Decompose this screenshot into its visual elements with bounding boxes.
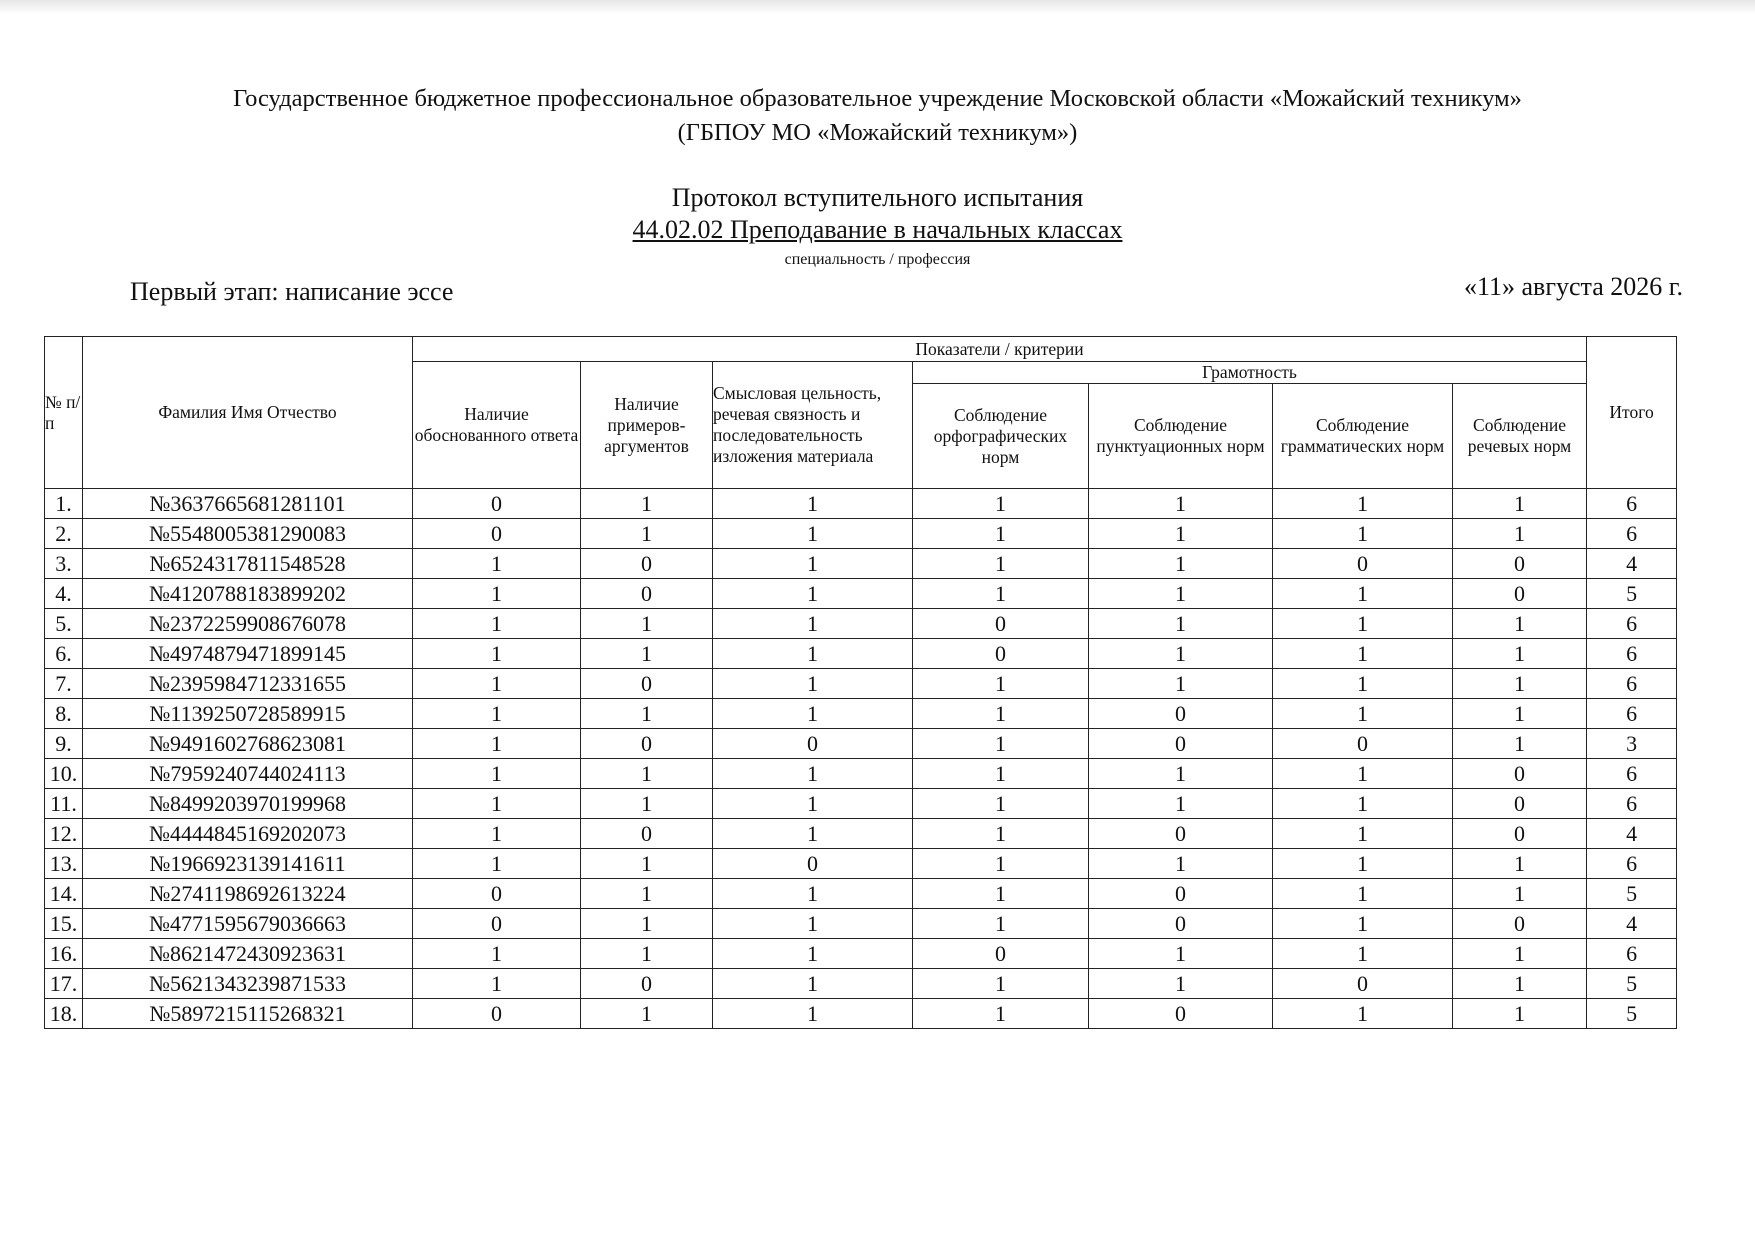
institution-short-name: (ГБПОУ МО «Можайский техникум»): [677, 119, 1078, 146]
score-cell: 0: [913, 609, 1089, 639]
score-cell: 1: [413, 939, 581, 969]
total-cell: 6: [1587, 789, 1677, 819]
row-number: 1.: [45, 489, 83, 519]
table-row: [45, 819, 1677, 849]
score-cell: 1: [581, 639, 713, 669]
score-cell: 1: [713, 789, 913, 819]
score-cell: 0: [1453, 759, 1587, 789]
score-cell: 1: [413, 549, 581, 579]
score-cell: 1: [913, 489, 1089, 519]
score-cell: 1: [913, 549, 1089, 579]
score-cell: 1: [1089, 549, 1273, 579]
score-cell: 1: [913, 879, 1089, 909]
score-cell: 0: [1453, 549, 1587, 579]
score-cell: 1: [713, 669, 913, 699]
applicant-id: №5621343239871533: [83, 969, 413, 999]
col-header-punctuation: Соблюдение пунктуационных норм: [1089, 384, 1273, 489]
score-cell: 1: [581, 999, 713, 1029]
score-cell: 1: [1089, 969, 1273, 999]
score-cell: 1: [713, 549, 913, 579]
score-cell: 1: [913, 519, 1089, 549]
total-cell: 6: [1587, 489, 1677, 519]
score-cell: 1: [581, 759, 713, 789]
score-cell: 1: [581, 699, 713, 729]
row-number: 15.: [45, 909, 83, 939]
row-number: 5.: [45, 609, 83, 639]
applicant-id: №4974879471899145: [83, 639, 413, 669]
score-cell: 1: [1273, 669, 1453, 699]
results-table: [44, 336, 1677, 1029]
score-cell: 0: [581, 549, 713, 579]
row-number: 18.: [45, 999, 83, 1029]
col-header-name: Фамилия Имя Отчество: [83, 337, 413, 489]
score-cell: 0: [1453, 909, 1587, 939]
score-cell: 1: [1453, 969, 1587, 999]
results-table-body: [45, 489, 1677, 1029]
col-header-coherence: Смысловая цельность, речевая связность и последовательность изложения материала: [713, 362, 913, 489]
table-row: [45, 939, 1677, 969]
table-row: [45, 969, 1677, 999]
applicant-id: №7959240744024113: [83, 759, 413, 789]
applicant-id: №2372259908676078: [83, 609, 413, 639]
score-cell: 0: [413, 879, 581, 909]
score-cell: 1: [1089, 939, 1273, 969]
score-cell: 0: [1453, 579, 1587, 609]
row-number: 12.: [45, 819, 83, 849]
total-cell: 5: [1587, 579, 1677, 609]
score-cell: 1: [581, 489, 713, 519]
score-cell: 1: [713, 699, 913, 729]
applicant-id: №1139250728589915: [83, 699, 413, 729]
score-cell: 0: [1089, 729, 1273, 759]
table-row: [45, 639, 1677, 669]
protocol-title: [0, 182, 1755, 246]
score-cell: 1: [1273, 939, 1453, 969]
table-row: [45, 759, 1677, 789]
table-row: [45, 999, 1677, 1029]
table-row: [45, 609, 1677, 639]
score-cell: 0: [581, 819, 713, 849]
row-number: 8.: [45, 699, 83, 729]
score-cell: 1: [413, 729, 581, 759]
score-cell: 1: [1273, 879, 1453, 909]
score-cell: 0: [581, 969, 713, 999]
score-cell: 1: [913, 699, 1089, 729]
score-cell: 0: [581, 579, 713, 609]
row-number: 10.: [45, 759, 83, 789]
score-cell: 1: [413, 609, 581, 639]
col-header-justified-answer: Наличие обоснованного ответа: [413, 362, 581, 489]
score-cell: 1: [413, 639, 581, 669]
score-cell: 0: [1273, 969, 1453, 999]
score-cell: 1: [913, 729, 1089, 759]
score-cell: 1: [913, 969, 1089, 999]
total-cell: 5: [1587, 879, 1677, 909]
score-cell: 1: [713, 759, 913, 789]
row-number: 2.: [45, 519, 83, 549]
table-row: [45, 489, 1677, 519]
score-cell: 1: [1273, 579, 1453, 609]
score-cell: 0: [913, 939, 1089, 969]
total-cell: 5: [1587, 999, 1677, 1029]
score-cell: 1: [1453, 609, 1587, 639]
score-cell: 0: [1089, 699, 1273, 729]
score-cell: 1: [913, 849, 1089, 879]
table-row: [45, 789, 1677, 819]
score-cell: 1: [581, 939, 713, 969]
col-header-literacy: Грамотность: [913, 362, 1587, 384]
row-number: 9.: [45, 729, 83, 759]
col-header-grammar: Соблюдение грамматических норм: [1273, 384, 1453, 489]
total-cell: 5: [1587, 969, 1677, 999]
total-cell: 6: [1587, 849, 1677, 879]
score-cell: 1: [713, 609, 913, 639]
specialty-name: 44.02.02 Преподавание в начальных классах: [632, 215, 1123, 244]
table-row: [45, 579, 1677, 609]
row-number: 3.: [45, 549, 83, 579]
score-cell: 0: [1453, 819, 1587, 849]
score-cell: 1: [1089, 849, 1273, 879]
table-row: [45, 909, 1677, 939]
protocol-date: «11» августа 2026 г.: [1463, 272, 1683, 301]
exam-stage: Первый этап: написание эссе: [130, 277, 454, 306]
score-cell: 1: [413, 969, 581, 999]
score-cell: 1: [413, 789, 581, 819]
score-cell: 1: [1273, 909, 1453, 939]
score-cell: 1: [713, 819, 913, 849]
table-row: [45, 729, 1677, 759]
applicant-id: №8621472430923631: [83, 939, 413, 969]
score-cell: 1: [581, 789, 713, 819]
applicant-id: №2741198692613224: [83, 879, 413, 909]
row-number: 11.: [45, 789, 83, 819]
score-cell: 0: [581, 729, 713, 759]
score-cell: 1: [713, 489, 913, 519]
score-cell: 1: [1453, 939, 1587, 969]
score-cell: 1: [713, 909, 913, 939]
score-cell: 1: [1273, 999, 1453, 1029]
total-cell: 6: [1587, 519, 1677, 549]
applicant-id: №3637665681281101: [83, 489, 413, 519]
score-cell: 1: [713, 879, 913, 909]
score-cell: 1: [1453, 489, 1587, 519]
score-cell: 1: [581, 879, 713, 909]
score-cell: 0: [1089, 999, 1273, 1029]
score-cell: 1: [1453, 519, 1587, 549]
score-cell: 1: [413, 819, 581, 849]
score-cell: 1: [413, 759, 581, 789]
score-cell: 1: [1453, 669, 1587, 699]
table-row: [45, 879, 1677, 909]
score-cell: 1: [913, 819, 1089, 849]
score-cell: 1: [1453, 849, 1587, 879]
total-cell: 4: [1587, 549, 1677, 579]
score-cell: 1: [1273, 489, 1453, 519]
score-cell: 0: [1273, 549, 1453, 579]
total-cell: 6: [1587, 759, 1677, 789]
table-row: [45, 669, 1677, 699]
score-cell: 1: [713, 579, 913, 609]
table-row: [45, 519, 1677, 549]
score-cell: 1: [1089, 489, 1273, 519]
table-row: [45, 699, 1677, 729]
score-cell: 0: [413, 519, 581, 549]
score-cell: 0: [1273, 729, 1453, 759]
score-cell: 1: [913, 789, 1089, 819]
score-cell: 1: [713, 519, 913, 549]
col-header-speech: Соблюдение речевых норм: [1453, 384, 1587, 489]
score-cell: 1: [1273, 789, 1453, 819]
institution-name: Государственное бюджетное профессиональное образовательное учреждение Московской области «Можайский техникум»: [233, 85, 1522, 112]
score-cell: 0: [413, 999, 581, 1029]
score-cell: 1: [1273, 609, 1453, 639]
score-cell: 1: [1089, 639, 1273, 669]
col-header-examples: Наличие примеров-аргументов: [581, 362, 713, 489]
score-cell: 1: [1453, 639, 1587, 669]
row-number: 17.: [45, 969, 83, 999]
score-cell: 1: [913, 909, 1089, 939]
score-cell: 1: [581, 849, 713, 879]
applicant-id: №8499203970199968: [83, 789, 413, 819]
total-cell: 6: [1587, 699, 1677, 729]
applicant-id: №4444845169202073: [83, 819, 413, 849]
score-cell: 0: [1089, 879, 1273, 909]
total-cell: 4: [1587, 819, 1677, 849]
row-number: 4.: [45, 579, 83, 609]
score-cell: 1: [1089, 609, 1273, 639]
score-cell: 0: [913, 639, 1089, 669]
score-cell: 1: [913, 579, 1089, 609]
institution-header: [0, 82, 1755, 150]
total-cell: 3: [1587, 729, 1677, 759]
score-cell: 1: [1453, 879, 1587, 909]
score-cell: 1: [1453, 699, 1587, 729]
total-cell: 6: [1587, 639, 1677, 669]
score-cell: 1: [413, 579, 581, 609]
col-header-number: № п/ п: [45, 337, 83, 489]
score-cell: 1: [413, 849, 581, 879]
score-cell: 0: [713, 729, 913, 759]
applicant-id: №6524317811548528: [83, 549, 413, 579]
row-number: 6.: [45, 639, 83, 669]
score-cell: 0: [713, 849, 913, 879]
applicant-id: №2395984712331655: [83, 669, 413, 699]
score-cell: 0: [1453, 789, 1587, 819]
score-cell: 1: [1273, 519, 1453, 549]
applicant-id: №9491602768623081: [83, 729, 413, 759]
table-row: [45, 549, 1677, 579]
score-cell: 1: [581, 909, 713, 939]
score-cell: 0: [1089, 819, 1273, 849]
score-cell: 1: [1089, 519, 1273, 549]
score-cell: 1: [413, 699, 581, 729]
total-cell: 6: [1587, 609, 1677, 639]
score-cell: 0: [413, 909, 581, 939]
applicant-id: №4771595679036663: [83, 909, 413, 939]
score-cell: 1: [913, 759, 1089, 789]
score-cell: 1: [713, 999, 913, 1029]
specialty-caption: специальность / профессия: [784, 251, 971, 268]
score-cell: 1: [581, 519, 713, 549]
col-header-indicators: Показатели / критерии: [413, 337, 1587, 362]
score-cell: 1: [713, 939, 913, 969]
score-cell: 1: [713, 969, 913, 999]
score-cell: 1: [1089, 579, 1273, 609]
score-cell: 1: [1089, 759, 1273, 789]
row-number: 16.: [45, 939, 83, 969]
table-row: [45, 849, 1677, 879]
score-cell: 1: [1273, 759, 1453, 789]
score-cell: 1: [1273, 819, 1453, 849]
applicant-id: №5897215115268321: [83, 999, 413, 1029]
row-number: 7.: [45, 669, 83, 699]
score-cell: 1: [1273, 849, 1453, 879]
score-cell: 1: [1273, 639, 1453, 669]
col-header-total: Итого: [1587, 337, 1677, 489]
score-cell: 1: [913, 999, 1089, 1029]
applicant-id: №5548005381290083: [83, 519, 413, 549]
applicant-id: №1966923139141611: [83, 849, 413, 879]
score-cell: 1: [1089, 669, 1273, 699]
row-number: 14.: [45, 879, 83, 909]
protocol-title-line: Протокол вступительного испытания: [671, 183, 1084, 212]
score-cell: 0: [1089, 909, 1273, 939]
score-cell: 1: [581, 609, 713, 639]
applicant-id: №4120788183899202: [83, 579, 413, 609]
col-header-spelling: Соблюдение орфографических норм: [913, 384, 1089, 489]
total-cell: 6: [1587, 939, 1677, 969]
score-cell: 1: [413, 669, 581, 699]
row-number: 13.: [45, 849, 83, 879]
score-cell: 0: [413, 489, 581, 519]
score-cell: 1: [1089, 789, 1273, 819]
score-cell: 1: [1453, 999, 1587, 1029]
score-cell: 1: [913, 669, 1089, 699]
total-cell: 4: [1587, 909, 1677, 939]
score-cell: 1: [713, 639, 913, 669]
score-cell: 1: [1453, 729, 1587, 759]
score-cell: 1: [1273, 699, 1453, 729]
score-cell: 0: [581, 669, 713, 699]
total-cell: 6: [1587, 669, 1677, 699]
